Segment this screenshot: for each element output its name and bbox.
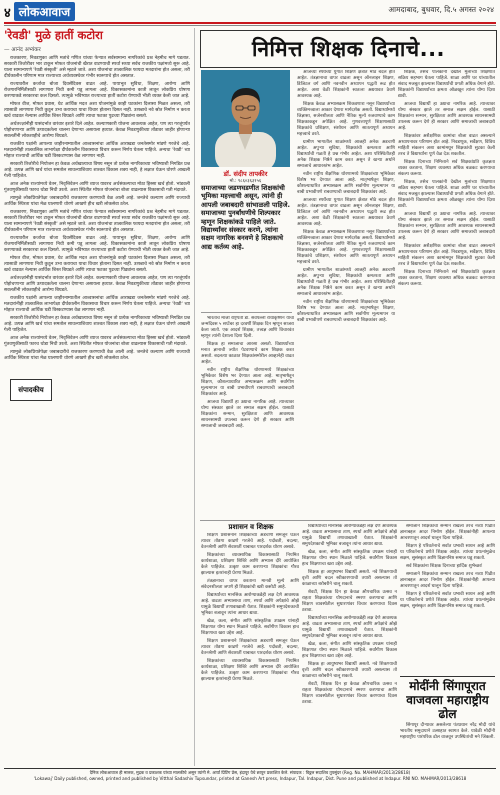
- section-divider: [200, 520, 495, 521]
- article-paragraph: शिक्षक केवळ अभ्यासक्रम शिकवणारा नसून विद्यार्थ्यांच्या व्यक्तिमत्त्वाला आकार देणारा मार्गदर्शक असतो. विद्यार्थ्यांमध्ये जिज्ञासा, सर्जनशीलता आणि नैतिक मूल्ये रुजवण्याचे काम शिक्षकाकडून अपेक्षित आहे. गुणवत्तापूर्ण शिक्षणासाठी शिक्षकांचे प्रशिक्षण, संशोधन आणि सातत्यपूर्ण अध्ययन महत्त्वाचे ठरते.: [297, 102, 395, 137]
- column-divider: [194, 28, 195, 766]
- article-paragraph: शिक्षण प्रशासनाने शिक्षकांच्या अडचणी समजून घेऊन त्यावर तोडगा काढणे गरजेचे आहे. पदोन्नती, बदल्या, वेतनश्रेणी आणि सेवाशर्ती याबाबत पारदर्शक धोरण असावे.: [201, 533, 299, 550]
- article-paragraph: शिक्षकांच्या व्यावसायिक विकासासाठी नियमित कार्यशाळा, प्रशिक्षण शिबिरे आणि अभ्यास दौरे आयोजित केले पाहिजेत. उत्कृष्ट काम करणाऱ्या शिक्षकांचा गौरव झाल्यास इतरांनाही प्रेरणा मिळते.: [201, 659, 299, 682]
- article-paragraph: आजच्या स्पर्धेच्या युगात शिक्षण क्षेत्रात मोठे बदल होत आहेत. तंत्रज्ञानाचा वापर वाढला असून ऑनलाइन शिक्षण, डिजिटल वर्ग आणि नवनवीन अध्यापन पद्धती रूढ होत आहेत. अशा वेळी शिक्षकांनी स्वतःला अद्ययावत ठेवणे आवश्यक आहे.: [297, 70, 395, 99]
- editorial-paragraph: अर्थतज्ज्ञांनीही यासंदर्भात वारंवार इशारे दिले आहेत. कल्याणकारी योजना आवश्यक आहेत, पण त्या गरजूंपर्यंत पोहोचणाऱ्या आणि उत्पादकतेला चालना देणाऱ्या असायला हव्यात. केवळ निवडणुकीच्या तोंडावर जाहीर होणाऱ्या सवलतींनी लोकशाहीचे आरोग्य बिघडते.: [4, 122, 190, 139]
- article-paragraph: खेळ, कला, संगीत आणि सांस्कृतिक उपक्रम यांनाही शिक्षणात योग्य स्थान मिळाले पाहिजे. सर्वांगीण विकास हाच शिक्षणाचा खरा उद्देश आहे.: [201, 619, 299, 636]
- article-paragraph: शिक्षक हा आयुष्यभर विद्यार्थी असतो. नवे शिकण्याची वृत्ती आणि बदल स्वीकारण्याची तयारी असल्यास तो काळाच्या बरोबरीने चालू शकतो.: [302, 570, 397, 587]
- article-column-a: [201, 533, 299, 765]
- article-paragraph: विद्यार्थ्यांच्या मानसिक आरोग्याकडेही लक्ष देणे आवश्यक आहे. वाढता अभ्यासाचा ताण, स्पर्धा आणि अपेक्षांचे ओझे यामुळे विद्यार्थी तणावाखाली येतात. शिक्षकांनी समुपदेशकाची भूमिका बजावून त्यांना आधार द्यावा.: [201, 593, 299, 616]
- article-paragraph: विद्यार्थ्यांच्या मानसिक आरोग्याकडेही लक्ष देणे आवश्यक आहे. वाढता अभ्यासाचा ताण, स्पर्धा आणि अपेक्षांचे ओझे यामुळे विद्यार्थी तणावाखाली येतात. शिक्षकांनी समुपदेशकाची भूमिका बजावून त्यांना आधार द्यावा.: [302, 524, 397, 547]
- editorial-paragraph: राजकीय पक्षांनी आपल्या जाहीरनाम्यातील आश्वासनांचा आर्थिक आराखडा जनतेसमोर मांडणे गरजेचे आहे. मतदारांनीही तात्कालिक लाभापेक्षा दीर्घकालीन विकासाचा विचार करून निर्णय घेतला पाहिजे. अन्यथा 'रेवडी' च्या मोहात राज्याची आर्थिक घडी विस्कटण्यास वेळ लागणार नाही.: [4, 142, 190, 159]
- article-paragraph: आजचा विद्यार्थी हा उद्याचा नागरिक आहे. त्याच्यावर योग्य संस्कार झाले तर समाज सक्षम होईल. यासाठी शिक्षकांना सन्मान, सुरक्षितता आणि आवश्यक साधनसामग्री उपलब्ध करून देणे ही सरकार आणि समाजाची जबाबदारी आहे.: [201, 400, 294, 429]
- article-paragraph: समाजाने शिक्षकांचा सन्मान राखला तरच नव्या पिढीत ज्ञानाबद्दल आदर निर्माण होईल. शिक्षकांनीही आपल्या आचरणातून आदर्श घालून दिला पाहिजे.: [400, 572, 495, 589]
- article-paragraph: शिक्षक दिनाच्या निमित्ताने सर्व शिक्षकांप्रति कृतज्ञता व्यक्त करताना, शिक्षण व्यवस्था अधिक बळकट करण्याचा संकल्प करूया.: [398, 270, 495, 287]
- article-paragraph: समाजाने शिक्षकांचा सन्मान राखला तरच नव्या पिढीत ज्ञानाबद्दल आदर निर्माण होईल. शिक्षकांनीही आपल्या आचरणातून आदर्श घालून दिला पाहिजे.: [400, 524, 495, 541]
- article-paragraph: शिक्षक, तसेच पालकांनी देखील मुलांच्या शिक्षणात सक्रिय सहभाग घेतला पाहिजे. शाळा आणि घर यांच्यातील संवाद मजबूत झाल्यास विद्यार्थ्यांची प्रगती अधिक वेगाने होते. शिक्षकांनी विद्यार्थ्यांच्या क्षमता ओळखून त्यांना योग्य दिशा द्यावी.: [398, 70, 495, 99]
- editorial-byline: — आनंद अभ्यंकर: [4, 47, 41, 53]
- editorial-paragraph: राजकीय पक्षांनी आपल्या जाहीरनाम्यातील आश्वासनांचा आर्थिक आराखडा जनतेसमोर मांडणे गरजेचे आहे. मतदारांनीही तात्कालिक लाभापेक्षा दीर्घकालीन विकासाचा विचार करून निर्णय घेतला पाहिजे. अन्यथा 'रेवडी' च्या मोहात राज्याची आर्थिक घडी विस्कटण्यास वेळ लागणार नाही.: [4, 296, 190, 313]
- article-paragraph: नवीन राष्ट्रीय शैक्षणिक धोरणामध्ये शिक्षकांच्या भूमिकेवर विशेष भर देण्यात आला आहे. मातृभाषेतून शिक्षण, कौशल्याधारित अभ्यासक्रम आणि सर्वांगीण मूल्यमापन या बाबी प्रभावीपणे राबवण्याची जबाबदारी शिक्षकांवर आहे.: [297, 172, 395, 195]
- article-paragraph: ग्रामीण भागातील शाळांमध्ये आजही अनेक अडचणी आहेत. अपुऱ्या सुविधा, शिक्षकांची कमतरता आणि विद्यार्थ्यांची गळती हे प्रश्न गंभीर आहेत. अशा परिस्थितीतही अनेक शिक्षक निष्ठेने काम करत असून ते खऱ्या अर्थाने समाजाचे आधारस्तंभ आहेत.: [297, 140, 395, 169]
- article-paragraph: शेवटी, शिक्षक दिन हा केवळ औपचारिक उत्सव न राहता शिक्षकांच्या योगदानाचे स्मरण करण्याचा आणि शिक्षण व्यवस्थेतील सुधारणांवर विचार करण्याचा दिवस ठरावा.: [302, 682, 397, 705]
- news-box: [400, 676, 495, 767]
- main-headline: निमित्त शिक्षक दिनाचे...: [251, 37, 446, 61]
- article-paragraph: भारताचे माजी राष्ट्रपती डॉ. सर्वपल्ली राधाकृष्णन यांचा जन्मदिवस ५ सप्टेंबर हा दरवर्षी शिक्षक दिन म्हणून साजरा केला जातो. एक आदर्श शिक्षक, तत्त्वज्ञ आणि विचारवंत म्हणून त्यांनी देशाला दिशा दिली.: [201, 316, 294, 339]
- editorial-paragraph: आज अनेक राज्यांमध्ये वेतन, निवृत्तिवेतन आणि व्याज यावरच अर्थसंकल्पाचा मोठा हिस्सा खर्च होतो. भांडवली गुंतवणुकीसाठी फारच थोडा निधी उरतो. अशा स्थितीत मोफत योजनांचा बोजा वाढल्यास विकासाची गती मंदावते.: [4, 336, 190, 347]
- pull-quote: समाजाच्या जडणघडणीत शिक्षकांची भूमिका महत्त्वाची असून, त्यांनी ही आपली जबाबदारी सांभाळली पाहिजे. समाजाच्या पुनर्बांधणीचे शिल्पकार म्हणून शिक्षकांकडे पाहिले जाते. विद्यार्थ्यांवर संस्कार करणे, त्यांना सक्षम नागरिक बनवणे हे शिक्षकाचे आद्य कर्तव्य आहे.: [201, 184, 291, 251]
- author-phone: मो.: ९८६०३६३१५६: [229, 179, 262, 184]
- editorial-paragraph: राज्यावरील कर्जाचा बोजा दिवसेंदिवस वाढत आहे. पायाभूत सुविधा, शिक्षण, आरोग्य आणि रोजगारनिर्मितीसाठी लागणारा निधी कमी पडू लागला आहे. विकासकामांना कात्री लावून लोकप्रिय घोषणा करण्याकडे सरकारचा कल दिसतो. त्यामुळे भविष्यात राज्याच्या हातीं कटोरा येण्याची भीती व्यक्त केली जात आहे.: [4, 236, 190, 253]
- article-paragraph: शिक्षक केवळ अभ्यासक्रम शिकवणारा नसून विद्यार्थ्यांच्या व्यक्तिमत्त्वाला आकार देणारा मार्गदर्शक असतो. विद्यार्थ्यांमध्ये जिज्ञासा, सर्जनशीलता आणि नैतिक मूल्ये रुजवण्याचे काम शिक्षकाकडून अपेक्षित आहे. गुणवत्तापूर्ण शिक्षणासाठी शिक्षकांचे प्रशिक्षण, संशोधन आणि सातत्यपूर्ण अध्ययन महत्त्वाचे ठरते.: [297, 230, 395, 265]
- article-paragraph: शिक्षण हे परिवर्तनाचे सर्वात प्रभावी साधन आहे आणि या परिवर्तनाचे प्रणेते शिक्षक आहेत. त्यांच्या प्रयत्नांमुळेच सक्षम, सुसंस्कृत आणि विज्ञाननिष्ठ समाज घडू शकतो.: [400, 592, 495, 609]
- article-paragraph: शेवटी, शिक्षक दिन हा केवळ औपचारिक उत्सव न राहता शिक्षकांच्या योगदानाचे स्मरण करण्याचा आणि शिक्षण व्यवस्थेतील सुधारणांवर विचार करण्याचा दिवस ठरावा.: [302, 590, 397, 613]
- news-box-paragraph: सिंगापूर दौऱ्यावर असलेल्या पंतप्रधान नरेंद्र मोदी यांचे भारतीय समुदायाने उत्साहात स्वागत केले. यावेळी मोदींनी महाराष्ट्रीय पारंपरिक ढोल वाजवून उपस्थितांची मने जिंकली.: [400, 723, 495, 740]
- article-paragraph: शिक्षकांवर अशैक्षणिक कामांचा बोजा वाढत असल्याने अध्यापनावर परिणाम होत आहे. निवडणूक, सर्वेक्षण, विविध माहिती संकलन अशा कामांमधून शिक्षकांची सुटका केली तरच ते विद्यार्थ्यांना पूर्ण वेळ देऊ शकतील.: [398, 134, 495, 157]
- article-paragraph: शिक्षण हे परिवर्तनाचे सर्वात प्रभावी साधन आहे आणि या परिवर्तनाचे प्रणेते शिक्षक आहेत. त्यांच्या प्रयत्नांमुळेच सक्षम, सुसंस्कृत आणि विज्ञाननिष्ठ समाज घडू शकतो.: [400, 544, 495, 561]
- author-portrait-icon: [201, 70, 290, 167]
- dateline: आमदाबाद, बुधवार, दि.५ अगस्त २०२४: [388, 5, 494, 14]
- article-paragraph: शिक्षकांवर अशैक्षणिक कामांचा बोजा वाढत असल्याने अध्यापनावर परिणाम होत आहे. निवडणूक, सर्वेक्षण, विविध माहिती संकलन अशा कामांमधून शिक्षकांची सुटका केली तरच ते विद्यार्थ्यांना पूर्ण वेळ देऊ शकतील.: [398, 244, 495, 267]
- editorial-badge: संपादकीय: [10, 379, 52, 401]
- editorial-body: [4, 56, 190, 362]
- article-paragraph: शिक्षक दिनाच्या निमित्ताने सर्व शिक्षकांप्रति कृतज्ञता व्यक्त करताना, शिक्षण व्यवस्था अधिक बळकट करण्याचा संकल्प करूया.: [398, 160, 495, 177]
- editorial-paragraph: मोफत वीज, मोफत प्रवास, थेट आर्थिक मदत अशा योजनांमुळे काही घटकांना दिलासा मिळत असला, तरी त्यासाठी लागणारा निधी कुठून उभा करायचा याचा विचार होताना दिसत नाही. उत्पन्नाचे नवे स्रोत निर्माण न करता खर्च वाढवत नेल्यास आर्थिक शिस्त बिघडते आणि त्याचा फटका पुढच्या पिढ्यांना बसतो.: [4, 256, 190, 273]
- article-paragraph: ग्रामीण भागातील शाळांमध्ये आजही अनेक अडचणी आहेत. अपुऱ्या सुविधा, शिक्षकांची कमतरता आणि विद्यार्थ्यांची गळती हे प्रश्न गंभीर आहेत. अशा परिस्थितीतही अनेक शिक्षक निष्ठेने काम करत असून ते खऱ्या अर्थाने समाजाचे आधारस्तंभ आहेत.: [297, 268, 395, 297]
- page-number: ४: [4, 5, 11, 21]
- editorial-paragraph: त्यामुळे लोकप्रियतेपेक्षा जबाबदारीचे राजकारण करण्याची वेळ आली आहे. जनतेचे कल्याण आणि राज्याची आर्थिक स्थिरता यांचा मेळ घालणारी धोरणे आखणे हीच खरी लोकसेवा ठरेल.: [4, 350, 190, 361]
- masthead: [0, 0, 500, 24]
- news-box-body: [400, 723, 495, 741]
- article-column-c: [400, 524, 495, 674]
- article-paragraph: शिक्षण प्रशासनाने शिक्षकांच्या अडचणी समजून घेऊन त्यावर तोडगा काढणे गरजेचे आहे. पदोन्नती, बदल्या, वेतनश्रेणी आणि सेवाशर्ती याबाबत पारदर्शक धोरण असावे.: [201, 639, 299, 656]
- author-photo: [201, 70, 290, 167]
- editorial-paragraph: राजकारण, निवडणुका आणि मतांचे गणित यांच्या फेऱ्यात सर्वसामान्य नागरिकांचे प्रश्न नेहमीच मागे पडतात. सरकारी तिजोरीवर भार टाकून मोफत योजनांची खैरात वाटण्याची स्पर्धा सध्या सर्वच राजकीय पक्षांमध्ये सुरू आहे. याला सामान्यपणे 'रेवडी संस्कृती' असे म्हटले जाते. अशा योजनांचा तात्कालिक फायदा मतदारांना होत असला, तरी दीर्घकालीन परिणाम मात्र राज्याच्या अर्थव्यवस्थेवर गंभीर स्वरूपाचे होत असतात.: [4, 56, 190, 79]
- author-name: डॉ. संदीप तापकीर: [223, 170, 268, 178]
- imprint-line-english: 'Lokawaj' Daily published, owned, printed and published by Vitthal Sadashiv Tupsundar, printed at Ganesh Art press, Indapur, Tal. Indapur, Dist. Pune and published at Indapur. RNI NO. MAHMAR/2013/28618: [33, 775, 467, 781]
- article-paragraph: शिक्षकांच्या व्यावसायिक विकासासाठी नियमित कार्यशाळा, प्रशिक्षण शिबिरे आणि अभ्यास दौरे आयोजित केले पाहिजेत. उत्कृष्ट काम करणाऱ्या शिक्षकांचा गौरव झाल्यास इतरांनाही प्रेरणा मिळते.: [201, 553, 299, 576]
- editorial-paragraph: त्यामुळे लोकप्रियतेपेक्षा जबाबदारीचे राजकारण करण्याची वेळ आली आहे. जनतेचे कल्याण आणि राज्याची आर्थिक स्थिरता यांचा मेळ घालणारी धोरणे आखणे हीच खरी लोकसेवा ठरेल.: [4, 196, 190, 207]
- imprint-footer: [4, 770, 496, 781]
- editorial-paragraph: सरकारी तिजोरीचे नियोजन हा केवळ अर्थखात्याचा विषय नसून तो प्रत्येक नागरिकाच्या भविष्याशी निगडित प्रश्न आहे. उत्पन्न आणि खर्च यांचा समतोल साधल्याशिवाय शाश्वत विकास शक्य नाही, हे लक्षात घेऊन धोरणे आखली गेली पाहिजेत.: [4, 162, 190, 179]
- article-column-2: [201, 316, 294, 516]
- article-paragraph: शिक्षक हा समाजाचा आरसा असतो. विद्यार्थ्यांच्या मनात ज्ञानाची ज्योत पेटवण्याचे काम शिक्षक करत असतो. बदलत्या काळात शिक्षकांसमोरील आव्हानेही वाढत आहेत.: [201, 342, 294, 365]
- main-headline-box: [200, 30, 497, 68]
- article-paragraph: नवीन राष्ट्रीय शैक्षणिक धोरणामध्ये शिक्षकांच्या भूमिकेवर विशेष भर देण्यात आला आहे. मातृभाषेतून शिक्षण, कौशल्याधारित अभ्यासक्रम आणि सर्वांगीण मूल्यमापन या बाबी प्रभावीपणे राबवण्याची जबाबदारी शिक्षकांवर आहे.: [201, 368, 294, 397]
- article-paragraph: खेळ, कला, संगीत आणि सांस्कृतिक उपक्रम यांनाही शिक्षणात योग्य स्थान मिळाले पाहिजे. सर्वांगीण विकास हाच शिक्षणाचा खरा उद्देश आहे.: [302, 550, 397, 567]
- article-column-3: [297, 70, 395, 520]
- editorial-paragraph: आज अनेक राज्यांमध्ये वेतन, निवृत्तिवेतन आणि व्याज यावरच अर्थसंकल्पाचा मोठा हिस्सा खर्च होतो. भांडवली गुंतवणुकीसाठी फारच थोडा निधी उरतो. अशा स्थितीत मोफत योजनांचा बोजा वाढल्यास विकासाची गती मंदावते.: [4, 182, 190, 193]
- article-paragraph: खेळ, कला, संगीत आणि सांस्कृतिक उपक्रम यांनाही शिक्षणात योग्य स्थान मिळाले पाहिजे. सर्वांगीण विकास हाच शिक्षणाचा खरा उद्देश आहे.: [302, 642, 397, 659]
- article-paragraph: शिक्षक, तसेच पालकांनी देखील मुलांच्या शिक्षणात सक्रिय सहभाग घेतला पाहिजे. शाळा आणि घर यांच्यातील संवाद मजबूत झाल्यास विद्यार्थ्यांची प्रगती अधिक वेगाने होते. शिक्षकांनी विद्यार्थ्यांच्या क्षमता ओळखून त्यांना योग्य दिशा द्यावी.: [398, 180, 495, 209]
- article-paragraph: विद्यार्थ्यांच्या मानसिक आरोग्याकडेही लक्ष देणे आवश्यक आहे. वाढता अभ्यासाचा ताण, स्पर्धा आणि अपेक्षांचे ओझे यामुळे विद्यार्थी तणावाखाली येतात. शिक्षकांनी समुपदेशकाची भूमिका बजावून त्यांना आधार द्यावा.: [302, 616, 397, 639]
- article-paragraph: तंत्रज्ञानाचा वापर करताना मानवी मूल्ये आणि संवेदनशीलता जपणे ही शिक्षकांची खरी कसोटी आहे.: [201, 579, 299, 590]
- article-paragraph: आजच्या स्पर्धेच्या युगात शिक्षण क्षेत्रात मोठे बदल होत आहेत. तंत्रज्ञानाचा वापर वाढला असून ऑनलाइन शिक्षण, डिजिटल वर्ग आणि नवनवीन अध्यापन पद्धती रूढ होत आहेत. अशा वेळी शिक्षकांनी स्वतःला अद्ययावत ठेवणे आवश्यक आहे.: [297, 198, 395, 227]
- pull-quote-rule: [201, 312, 292, 313]
- editorial-paragraph: राजकारण, निवडणुका आणि मतांचे गणित यांच्या फेऱ्यात सर्वसामान्य नागरिकांचे प्रश्न नेहमीच मागे पडतात. सरकारी तिजोरीवर भार टाकून मोफत योजनांची खैरात वाटण्याची स्पर्धा सध्या सर्वच राजकीय पक्षांमध्ये सुरू आहे. याला सामान्यपणे 'रेवडी संस्कृती' असे म्हटले जाते. अशा योजनांचा तात्कालिक फायदा मतदारांना होत असला, तरी दीर्घकालीन परिणाम मात्र राज्याच्या अर्थव्यवस्थेवर गंभीर स्वरूपाचे होत असतात.: [4, 210, 190, 233]
- footer-rule: [4, 768, 496, 769]
- masthead-rule: [4, 22, 496, 24]
- article-column-b: [302, 524, 397, 765]
- imprint-line-marathi: दैनिक लोकआवाज ही मालक, मुद्रक व प्रकाशक यांच्या मालकीचे असून त्यांनी मे. आर्या प्रिंटिंग प्रेस, इंदापूर येथे छापून प्रकाशित केले. संपादक : विठ्ठल सदाशिव तुपसुंदर (Reg. No. MAHMAR/2013/28618): [89, 770, 411, 775]
- masthead-rule-thin: [4, 25, 496, 26]
- author-caption: [201, 169, 290, 184]
- article-paragraph: आजचा विद्यार्थी हा उद्याचा नागरिक आहे. त्याच्यावर योग्य संस्कार झाले तर समाज सक्षम होईल. यासाठी शिक्षकांना सन्मान, सुरक्षितता आणि आवश्यक साधनसामग्री उपलब्ध करून देणे ही सरकार आणि समाजाची जबाबदारी आहे.: [398, 212, 495, 241]
- editorial-paragraph: सरकारी तिजोरीचे नियोजन हा केवळ अर्थखात्याचा विषय नसून तो प्रत्येक नागरिकाच्या भविष्याशी निगडित प्रश्न आहे. उत्पन्न आणि खर्च यांचा समतोल साधल्याशिवाय शाश्वत विकास शक्य नाही, हे लक्षात घेऊन धोरणे आखली गेली पाहिजेत.: [4, 316, 190, 333]
- editorial-paragraph: मोफत वीज, मोफत प्रवास, थेट आर्थिक मदत अशा योजनांमुळे काही घटकांना दिलासा मिळत असला, तरी त्यासाठी लागणारा निधी कुठून उभा करायचा याचा विचार होताना दिसत नाही. उत्पन्नाचे नवे स्रोत निर्माण न करता खर्च वाढवत नेल्यास आर्थिक शिस्त बिघडते आणि त्याचा फटका पुढच्या पिढ्यांना बसतो.: [4, 102, 190, 119]
- article-column-4: [398, 70, 495, 520]
- editorial-headline: 'रेवडी' मुळे हातीं कटोरा: [4, 28, 103, 42]
- editorial-paragraph: अर्थतज्ज्ञांनीही यासंदर्भात वारंवार इशारे दिले आहेत. कल्याणकारी योजना आवश्यक आहेत, पण त्या गरजूंपर्यंत पोहोचणाऱ्या आणि उत्पादकतेला चालना देणाऱ्या असायला हव्यात. केवळ निवडणुकीच्या तोंडावर जाहीर होणाऱ्या सवलतींनी लोकशाहीचे आरोग्य बिघडते.: [4, 276, 190, 293]
- article-paragraph: सर्व शिक्षकांना शिक्षक दिनाच्या हार्दिक शुभेच्छा!: [406, 564, 483, 569]
- article-paragraph: शिक्षक हा आयुष्यभर विद्यार्थी असतो. नवे शिकण्याची वृत्ती आणि बदल स्वीकारण्याची तयारी असल्यास तो काळाच्या बरोबरीने चालू शकतो.: [302, 662, 397, 679]
- newspaper-logo: लोकआवाज: [14, 2, 75, 21]
- editorial-paragraph: राज्यावरील कर्जाचा बोजा दिवसेंदिवस वाढत आहे. पायाभूत सुविधा, शिक्षण, आरोग्य आणि रोजगारनिर्मितीसाठी लागणारा निधी कमी पडू लागला आहे. विकासकामांना कात्री लावून लोकप्रिय घोषणा करण्याकडे सरकारचा कल दिसतो. त्यामुळे भविष्यात राज्याच्या हातीं कटोरा येण्याची भीती व्यक्त केली जात आहे.: [4, 82, 190, 99]
- news-box-headline: मोदींनी सिंगापूरात वाजवला महाराष्ट्रीय ढोल: [406, 679, 489, 721]
- article-paragraph: नवीन राष्ट्रीय शैक्षणिक धोरणामध्ये शिक्षकांच्या भूमिकेवर विशेष भर देण्यात आला आहे. मातृभाषेतून शिक्षण, कौशल्याधारित अभ्यासक्रम आणि सर्वांगीण मूल्यमापन या बाबी प्रभावीपणे राबवण्याची जबाबदारी शिक्षकांवर आहे.: [297, 300, 395, 323]
- subsection-headline: प्रशासन व शिक्षक: [228, 523, 274, 531]
- masthead-left: [4, 2, 75, 21]
- article-paragraph: आजचा विद्यार्थी हा उद्याचा नागरिक आहे. त्याच्यावर योग्य संस्कार झाले तर समाज सक्षम होईल. यासाठी शिक्षकांना सन्मान, सुरक्षितता आणि आवश्यक साधनसामग्री उपलब्ध करून देणे ही सरकार आणि समाजाची जबाबदारी आहे.: [398, 102, 495, 131]
